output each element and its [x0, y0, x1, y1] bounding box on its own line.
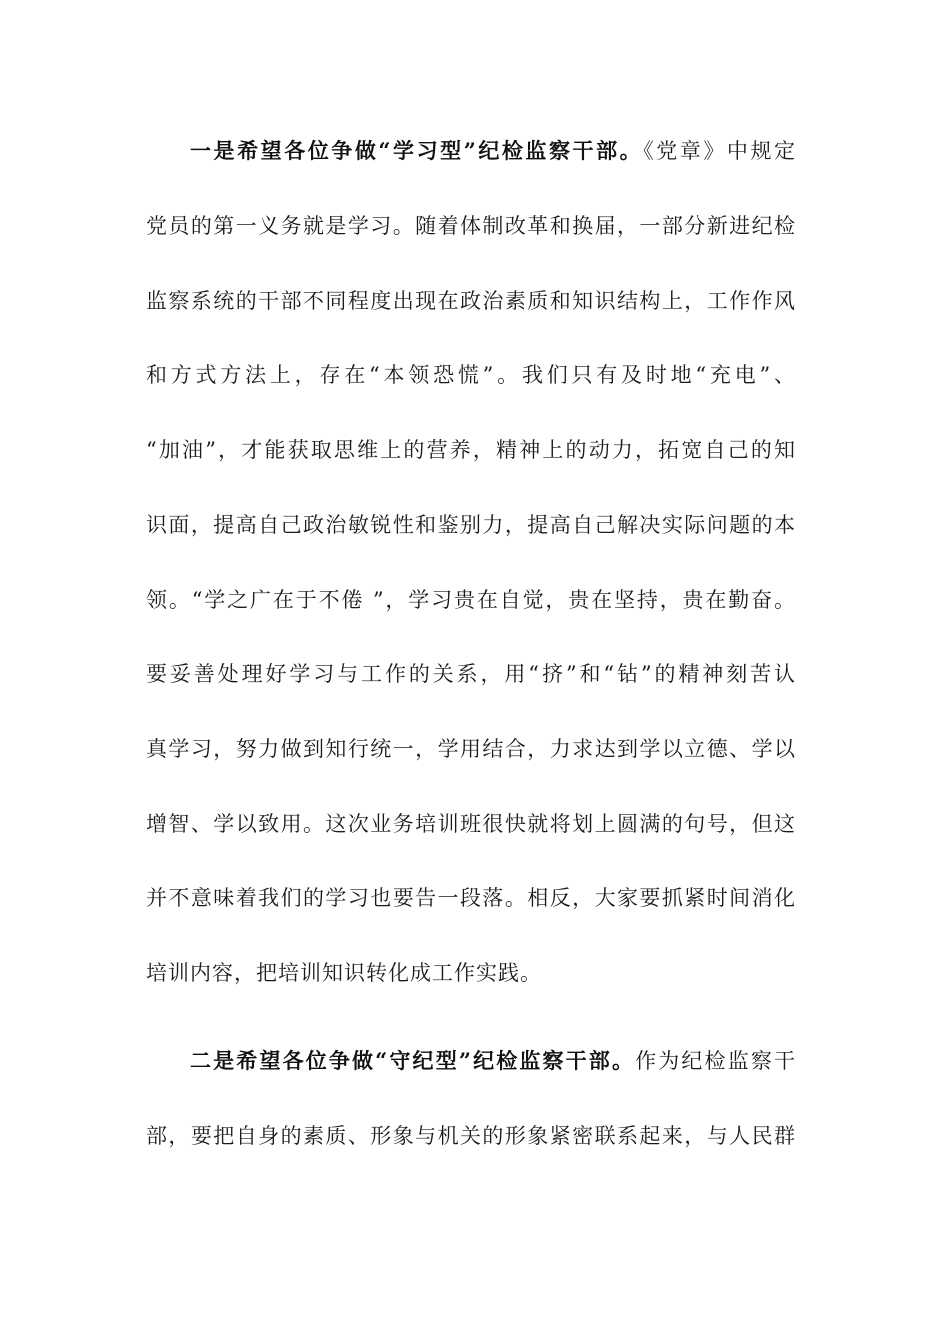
paragraph-1-line-8: 要妥善处理好学习与工作的关系，用“挤”和“钻”的精神刻苦认 — [146, 662, 796, 686]
paragraph-1-line-11: 并不意味着我们的学习也要告一段落。相反，大家要抓紧时间消化 — [146, 886, 796, 910]
paragraph-1-line-10: 增智、学以致用。这次业务培训班很快就将划上圆满的句号，但这 — [146, 812, 796, 836]
paragraph-2-line-1 — [190, 1041, 796, 1081]
paragraph-1-line-1 — [190, 131, 796, 171]
paragraph-1-line-6: 识面，提高自己政治敏锐性和鉴别力，提高自己解决实际问题的本 — [146, 513, 796, 537]
paragraph-1-line-7: 领。“学之广在于不倦 ”，学习贵在自觉，贵在坚持，贵在勤奋。 — [146, 588, 796, 612]
paragraph-1-line-4: 和方式方法上，存在“本领恐慌”。我们只有及时地“充电”、 — [146, 363, 796, 387]
paragraph-1-line-12: 培训内容，把培训知识转化成工作实践。 — [146, 961, 542, 985]
paragraph-2-line-2: 部，要把自身的素质、形象与机关的形象紧密联系起来，与人民群 — [146, 1124, 796, 1148]
paragraph-1-text: 《党章》中规定 — [643, 139, 796, 163]
paragraph-2-heading: 二是希望各位争做“守纪型”纪检监察干部。 — [190, 1048, 636, 1073]
paragraph-1-line-2: 党员的第一义务就是学习。随着体制改革和换届，一部分新进纪检 — [146, 214, 796, 238]
paragraph-1-heading: 一是希望各位争做“学习型”纪检监察干部。 — [190, 138, 644, 163]
paragraph-1-line-3: 监察系统的干部不同程度出现在政治素质和知识结构上，工作作风 — [146, 289, 796, 313]
paragraph-1-line-9: 真学习，努力做到知行统一，学用结合，力求达到学以立德、学以 — [146, 737, 796, 761]
paragraph-1-line-5: “加油”，才能获取思维上的营养，精神上的动力，拓宽自己的知 — [146, 438, 796, 462]
paragraph-2-text: 作为纪检监察干 — [635, 1049, 796, 1073]
